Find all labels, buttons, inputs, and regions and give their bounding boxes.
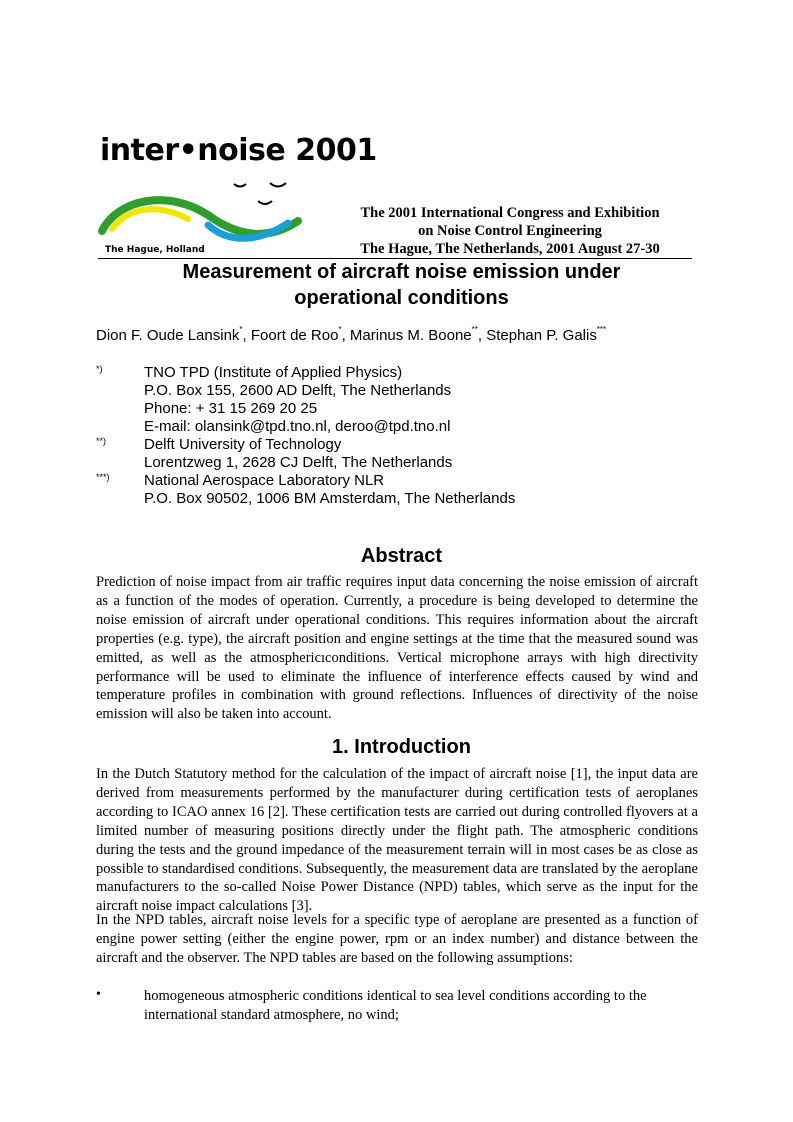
conference-line-3: The Hague, The Netherlands, 2001 August 27-30 xyxy=(360,241,660,257)
logo-title: inter•noise 2001 xyxy=(100,133,377,168)
title-line-1: Measurement of aircraft noise emission under xyxy=(182,261,621,283)
author-name: Marinus M. Boone xyxy=(349,327,472,344)
affiliation-line: Delft University of Technology xyxy=(144,436,342,453)
author-name: Foort de Roo xyxy=(250,327,339,344)
affiliation-nlr xyxy=(144,472,515,508)
affiliation-line: Lorentzweg 1, 2628 CJ Delft, The Netherlands xyxy=(144,454,453,471)
affiliation-tu-delft xyxy=(144,436,452,472)
affiliation-line: National Aerospace Laboratory NLR xyxy=(144,472,385,489)
author-separator: , xyxy=(242,327,251,344)
conference-info xyxy=(330,204,690,258)
author-mark: * xyxy=(338,325,342,334)
conference-line-2: on Noise Control Engineering xyxy=(418,223,602,239)
affiliation-line: Phone: + 31 15 269 20 25 xyxy=(144,400,318,417)
author-separator: , xyxy=(477,327,487,344)
introduction-paragraph-1: In the Dutch Statutory method for the calculation of the impact of aircraft noise [1], the input data are derived from measurements performed by the manufacturer during certification tests of aeroplanes according to ICAO annex 16 [2]. These certification tests are carried out during controlled flyovers at a limited number of measuring positions directly under the flight path. The atmospheric conditions during the tests and the ground impedance of the measurement terrain will in most cases be as close as possible to standardised conditions. Subsequently, the measurement data are translated by the aeroplane manufacturers to the so-called Noise Power Distance (NPD) tables, which serve as the input for the aircraft noise impact calculations [3]. xyxy=(96,766,698,915)
introduction-paragraph-2: In the NPD tables, aircraft noise levels for a specific type of aeroplane are presented as a function of engine power setting (either the engine power, rpm or an index number) and distance between the aircraft and the observer. The NPD tables are based on the following assumptions: xyxy=(96,912,698,966)
introduction-heading: 1. Introduction xyxy=(332,736,471,758)
affiliation-line: TNO TPD (Institute of Applied Physics) xyxy=(144,364,403,381)
logo-place: The Hague, Holland xyxy=(105,245,205,255)
author-mark: ** xyxy=(471,325,478,334)
affiliation-line: P.O. Box 155, 2600 AD Delft, The Netherlands xyxy=(144,382,452,399)
paper-title xyxy=(98,259,705,311)
bullet-item: homogeneous atmospheric conditions identical to sea level conditions according to the international standard atmosphere, no wind; xyxy=(144,988,647,1023)
logo-waves-icon xyxy=(98,179,328,249)
title-line-2: operational conditions xyxy=(294,287,509,309)
author-mark: * xyxy=(239,325,243,334)
affiliation-mark: **) xyxy=(96,436,107,446)
conference-line-1: The 2001 International Congress and Exhibition xyxy=(360,205,660,221)
affiliation-tno xyxy=(144,364,451,436)
author-name: Dion F. Oude Lansink xyxy=(96,327,240,344)
affiliation-mark: ***) xyxy=(96,472,110,482)
author-separator: , xyxy=(341,327,350,344)
abstract-text: Prediction of noise impact from air traffic requires input data concerning the noise emission of aircraft as a function of the modes of operation. Currently, a procedure is being developed to determine the noise emission of aircraft under operational conditions. This requires information about the aircraft properties (e.g. type), the aircraft position and engine settings at the time that the measured sound was emitted, as well as the atmosphericıconditions. Vertical microphone arrays with high directivity performance will be used to eliminate the influence of interference effects caused by wind and temperature profiles in combination with ground reflections. Influences of directivity of the noise emission will also be taken into account. xyxy=(96,574,698,723)
affiliation-mark: *) xyxy=(96,364,103,374)
conference-logo xyxy=(98,133,377,260)
affiliation-line: E-mail: olansink@tpd.tno.nl, deroo@tpd.tno.nl xyxy=(144,418,451,435)
author-mark: *** xyxy=(596,325,607,334)
affiliation-line: P.O. Box 90502, 1006 BM Amsterdam, The Netherlands xyxy=(144,490,516,507)
author-list xyxy=(96,325,606,344)
abstract-heading: Abstract xyxy=(360,545,443,567)
bullet-icon: • xyxy=(96,987,101,1002)
author-name: Stephan P. Galis xyxy=(486,327,597,344)
